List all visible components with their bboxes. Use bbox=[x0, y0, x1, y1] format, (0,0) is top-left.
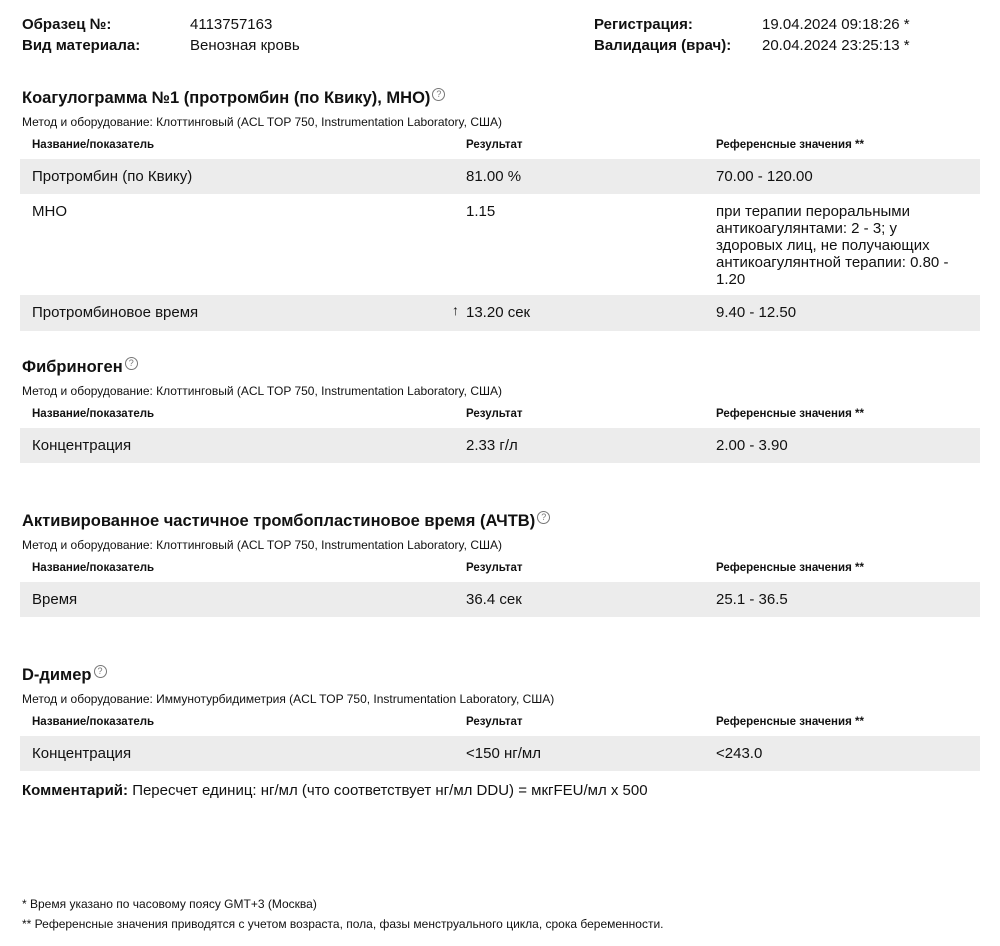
report-header bbox=[22, 16, 982, 58]
col-name-header: Название/показатель bbox=[32, 562, 155, 574]
help-circle-icon[interactable]: ? bbox=[125, 357, 138, 370]
section-title: D-димер ? bbox=[22, 665, 107, 685]
table-header bbox=[20, 408, 980, 424]
row-result: 13.20 сек bbox=[466, 304, 531, 321]
table-row bbox=[20, 428, 980, 463]
col-name-header: Название/показатель bbox=[32, 716, 155, 728]
col-reference-header: Референсные значения ** bbox=[716, 139, 864, 151]
row-reference: 9.40 - 12.50 bbox=[716, 304, 797, 321]
material-value: Венозная кровь bbox=[190, 37, 300, 54]
section-title: Активированное частичное тромбопластиновое время (АЧТВ) ? bbox=[22, 511, 550, 531]
row-result: 2.33 г/л bbox=[466, 437, 518, 454]
section-d-dimer bbox=[20, 665, 980, 773]
table-row bbox=[20, 295, 980, 331]
table-header bbox=[20, 139, 980, 155]
col-result-header: Результат bbox=[466, 716, 523, 728]
row-result: 36.4 сек bbox=[466, 591, 522, 608]
row-name: Протромбин (по Квику) bbox=[32, 168, 193, 185]
col-name-header: Название/показатель bbox=[32, 408, 155, 420]
row-result: 1.15 bbox=[466, 203, 496, 220]
table-row bbox=[20, 194, 980, 295]
row-name: Концентрация bbox=[32, 437, 132, 454]
row-reference: <243.0 bbox=[716, 745, 763, 762]
comment-text: Пересчет единиц: нг/мл (что соответствует нг/мл DDU) = мкгFEU/мл х 500 bbox=[132, 782, 648, 799]
registration-value: 19.04.2024 09:18:26 * bbox=[762, 16, 910, 33]
method-text: Метод и оборудование: Клоттинговый (ACL TOP 750, Instrumentation Laboratory, США) bbox=[22, 115, 502, 129]
section-title: Фибриноген ? bbox=[22, 357, 138, 377]
section-fibrinogen bbox=[20, 357, 980, 465]
method-text: Метод и оборудование: Клоттинговый (ACL TOP 750, Instrumentation Laboratory, США) bbox=[22, 538, 502, 552]
row-reference: 25.1 - 36.5 bbox=[716, 591, 788, 608]
row-result: <150 нг/мл bbox=[466, 745, 541, 762]
col-reference-header: Референсные значения ** bbox=[716, 716, 864, 728]
table-row bbox=[20, 582, 980, 617]
method-text: Метод и оборудование: Иммунотурбидиметрия (ACL TOP 750, Instrumentation Laboratory, США) bbox=[22, 692, 555, 706]
material-label: Вид материала: bbox=[22, 37, 141, 54]
col-reference-header: Референсные значения ** bbox=[716, 408, 864, 420]
registration-label: Регистрация: bbox=[594, 16, 693, 33]
table-row bbox=[20, 159, 980, 194]
col-result-header: Результат bbox=[466, 562, 523, 574]
col-result-header: Результат bbox=[466, 139, 523, 151]
row-result: 81.00 % bbox=[466, 168, 522, 185]
sample-value: 4113757163 bbox=[190, 16, 273, 33]
help-circle-icon[interactable]: ? bbox=[432, 88, 445, 101]
footnote-time: * Время указано по часовому поясу GMT+3 (Москва) bbox=[22, 897, 317, 911]
comment bbox=[22, 782, 648, 799]
header-row-1 bbox=[22, 16, 982, 36]
table-row bbox=[20, 736, 980, 771]
row-reference: 2.00 - 3.90 bbox=[716, 437, 788, 454]
section-aptt bbox=[20, 511, 980, 619]
col-reference-header: Референсные значения ** bbox=[716, 562, 864, 574]
high-flag-arrow-icon: ↑ bbox=[452, 302, 459, 318]
header-row-2 bbox=[22, 37, 982, 57]
sample-label: Образец №: bbox=[22, 16, 112, 33]
table-header bbox=[20, 562, 980, 578]
row-name: Концентрация bbox=[32, 745, 132, 762]
col-name-header: Название/показатель bbox=[32, 139, 155, 151]
comment-label: Комментарий: bbox=[22, 782, 129, 799]
section-title: Коагулограмма №1 (протромбин (по Квику), МНО) ? bbox=[22, 88, 445, 108]
section-coagulogram bbox=[20, 88, 980, 332]
validation-value: 20.04.2024 23:25:13 * bbox=[762, 37, 910, 54]
table-header bbox=[20, 716, 980, 732]
row-reference: 70.00 - 120.00 bbox=[716, 168, 813, 185]
row-name: Протромбиновое время bbox=[32, 304, 199, 321]
row-reference: при терапии пероральными антикоагулянтами: 2 - 3; у здоровых лиц, не получающих антикоагулянтной терапии: 0.80 - 1.20 bbox=[716, 203, 949, 288]
row-name: Время bbox=[32, 591, 78, 608]
row-name: МНО bbox=[32, 203, 67, 220]
col-result-header: Результат bbox=[466, 408, 523, 420]
footnote-reference: ** Референсные значения приводятся с учетом возраста, пола, фазы менструального цикла, срока беременности. bbox=[22, 917, 664, 931]
method-text: Метод и оборудование: Клоттинговый (ACL TOP 750, Instrumentation Laboratory, США) bbox=[22, 384, 502, 398]
validation-label: Валидация (врач): bbox=[594, 37, 732, 54]
help-circle-icon[interactable]: ? bbox=[94, 665, 107, 678]
help-circle-icon[interactable]: ? bbox=[537, 511, 550, 524]
